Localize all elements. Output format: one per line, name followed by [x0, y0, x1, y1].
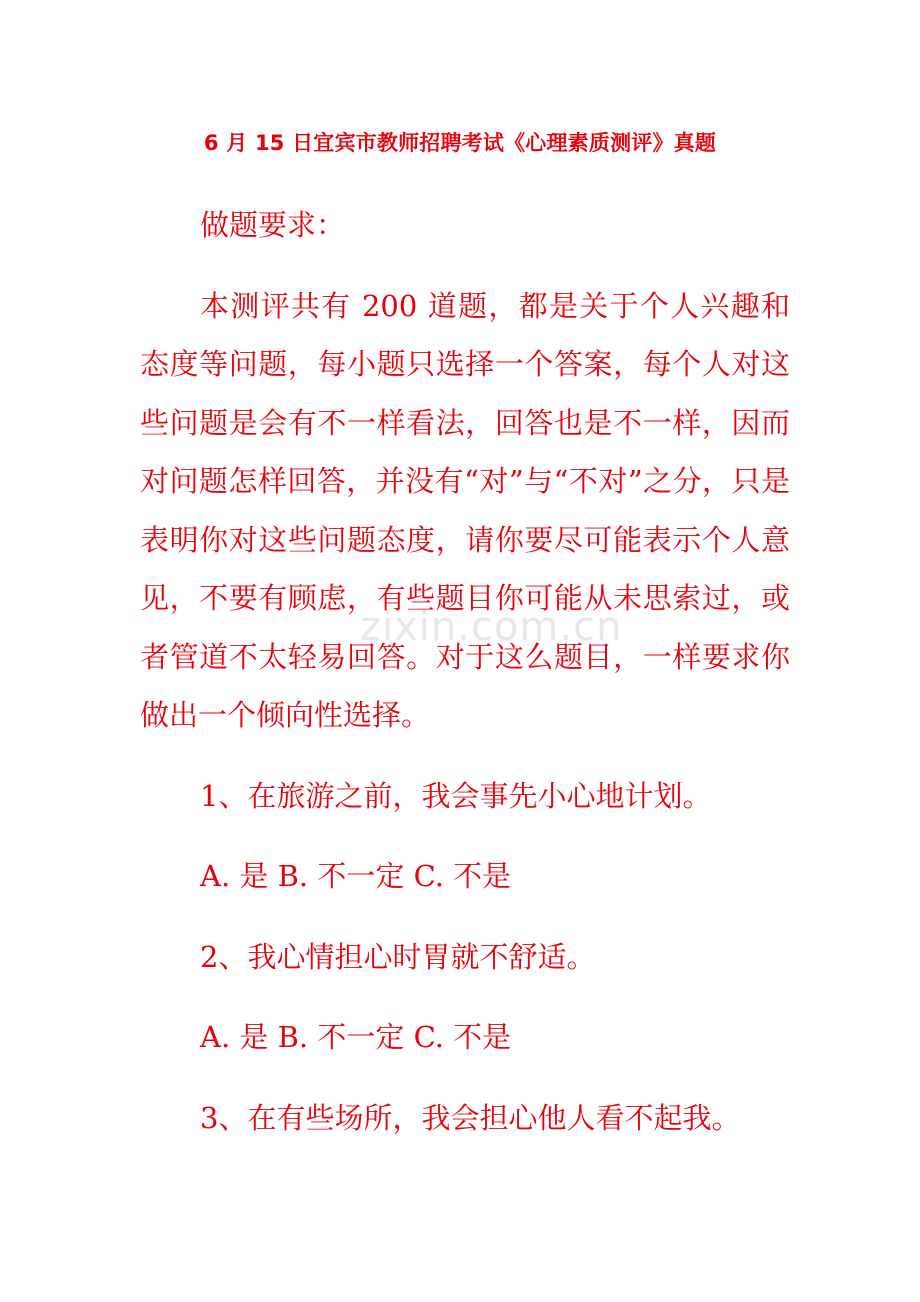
intro-paragraph: 本测评共有 200 道题，都是关于个人兴趣和态度等问题，每小题只选择一个答案，每个人对这些问题是会有不一样看法，回答也是不一样，因而对问题怎样回答，并没有“对”与“不对”之分，只是表明你对这些问题态度，请你要尽可能表示个人意见，不要有顾虑，有些题目你可能从未思索过，或者管道不太轻易回答。对于这么题目，一样要求你做出一个倾向性选择。	[140, 288, 790, 732]
requirements-heading: 做题要求：	[200, 208, 346, 242]
question-2-options: A. 是 B. 不一定 C. 不是	[200, 1020, 512, 1054]
question-1-options: A. 是 B. 不一定 C. 不是	[200, 859, 512, 893]
question-3: 3、在有些场所，我会担心他人看不起我。	[200, 1100, 741, 1135]
watermark: zixin.com.cn	[360, 604, 623, 650]
document-body	[140, 196, 790, 1147]
document-title: 6 月 15 日宜宾市教师招聘考试《心理素质测评》真题	[203, 131, 717, 155]
question-2: 2、我心情担心时胃就不舒适。	[200, 939, 596, 974]
question-1: 1、在旅游之前，我会事先小心地计划。	[200, 778, 712, 813]
